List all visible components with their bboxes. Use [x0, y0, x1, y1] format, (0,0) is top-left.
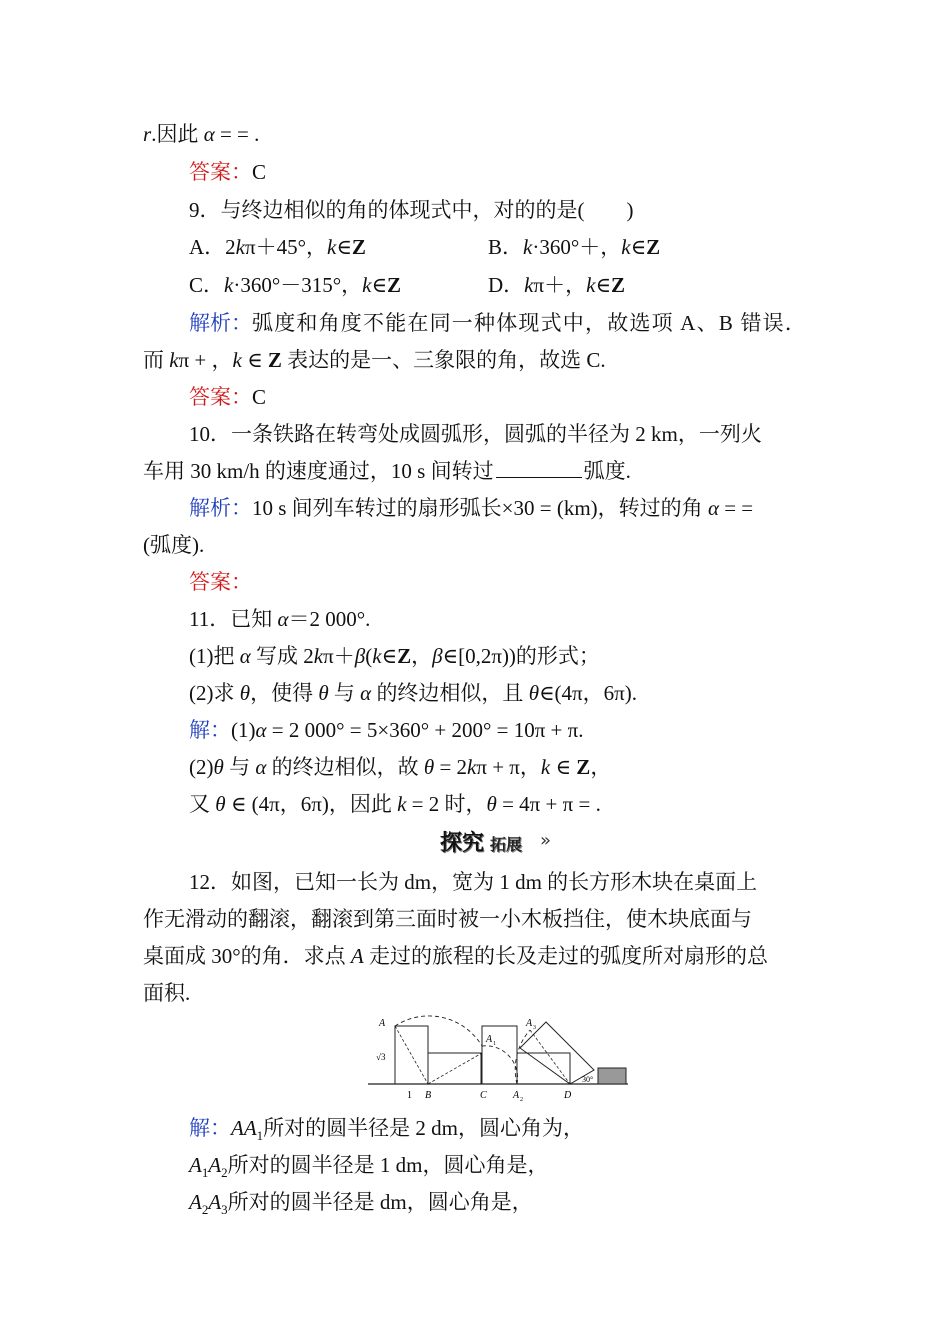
set-z: Z	[610, 273, 625, 297]
q9-option-d	[488, 271, 625, 299]
text: π + π，	[476, 755, 541, 779]
answer-value: C	[252, 160, 267, 184]
var-k: k	[235, 235, 245, 259]
text: ∈	[241, 348, 268, 372]
q11-part2	[189, 679, 637, 707]
text: ，使得	[250, 681, 319, 705]
q8-tail-line	[143, 120, 259, 148]
var-k: k	[327, 235, 337, 259]
answer-value: C	[252, 385, 267, 409]
var-alpha: α	[360, 681, 372, 705]
set-z: Z	[267, 348, 282, 372]
q9-analysis-line1	[189, 309, 807, 337]
var-k: k	[523, 235, 533, 259]
q9-analysis-line2	[143, 346, 606, 374]
opt-text: π＋，	[533, 273, 587, 297]
label-a2: A	[513, 1090, 520, 1101]
q8-text: .因此	[151, 122, 204, 146]
text: ∈	[550, 755, 577, 779]
text: π + ，	[178, 348, 233, 372]
subscript: 1	[201, 1165, 209, 1180]
var-k: k	[224, 273, 234, 297]
q11-solution-line2	[189, 753, 611, 781]
var-k: k	[313, 644, 324, 668]
banner-chevron-icon: »	[540, 830, 552, 851]
text: 与	[328, 681, 361, 705]
label-a2-sub: 2	[520, 1097, 523, 1103]
opt-text: A．2	[189, 235, 236, 259]
var-beta: β	[432, 644, 443, 668]
label-a: A	[379, 1018, 386, 1029]
text: ∈[0,2π))的形式；	[442, 644, 600, 668]
text: 桌面成 30°的角．求点	[143, 944, 351, 968]
opt-text: B．	[488, 235, 524, 259]
opt-text: D．	[488, 273, 525, 297]
var-alpha: α	[707, 496, 719, 520]
set-z: Z	[576, 755, 591, 779]
text: 10 s 间列车转过的扇形弧长×30 = (km)，转过的角	[252, 496, 708, 520]
var-k: k	[362, 273, 372, 297]
q10-analysis-line1	[189, 494, 753, 522]
text: ∈(4π，6π).	[539, 681, 638, 705]
opt-text: ∈	[630, 235, 647, 259]
text: 又	[189, 792, 216, 816]
label-a1-sub: 1	[493, 1041, 496, 1047]
text: 所对的圆半径是 dm，圆心角是，	[227, 1190, 533, 1214]
var-alpha: α	[277, 607, 289, 631]
text: 所对的圆半径是 1 dm，圆心角是，	[227, 1153, 549, 1177]
q11-stem	[189, 605, 370, 633]
q10-answer-line	[189, 568, 252, 596]
q9-answer-line	[189, 383, 266, 411]
text: = 2 时，	[406, 792, 487, 816]
var-k: k	[467, 755, 477, 779]
text: = =	[718, 496, 754, 520]
radius-line	[428, 1053, 482, 1084]
set-z: Z	[351, 235, 366, 259]
point-a: A	[350, 944, 364, 968]
opt-text: π＋45°，	[245, 235, 328, 259]
label-sqrt3: √3	[376, 1052, 386, 1062]
var-theta: θ	[215, 792, 226, 816]
set-z: Z	[397, 644, 412, 668]
text: 弧度.	[583, 459, 631, 483]
var-a: A	[189, 1190, 202, 1214]
q9-option-a	[189, 233, 366, 261]
q8-answer-line	[189, 158, 266, 186]
text: ∈ (4π，6π)，因此	[225, 792, 398, 816]
radius-line	[530, 1030, 570, 1084]
arc-aa1	[395, 1016, 482, 1046]
q12-stem-line1: 12．如图，已知一长为 dm，宽为 1 dm 的长方形木块在桌面上	[189, 870, 758, 894]
label-b: B	[425, 1090, 432, 1101]
text: 的终边相似，且	[371, 681, 529, 705]
var-beta: β	[354, 644, 366, 668]
label-one: 1	[407, 1090, 412, 1101]
q12-stem-line2: 作无滑动的翻滚，翻滚到第三面时被一小木板挡住，使木块底面与	[143, 907, 752, 931]
answer-blank	[496, 459, 582, 478]
var-theta: θ	[213, 755, 224, 779]
q11-solution-line1	[189, 716, 584, 744]
solution-label: 解：	[189, 1116, 231, 1140]
subscript: 2	[221, 1165, 228, 1180]
solution-label: 解：	[189, 718, 231, 742]
q9-stem: 9．与终边相似的角的体现式中，对的的是( )	[189, 198, 634, 222]
q11-part1	[189, 642, 600, 670]
q8-r: r	[143, 122, 152, 146]
label-a3-sub: 3	[533, 1025, 536, 1031]
var-aa: AA	[231, 1116, 257, 1140]
q10-stem-line1: 10．一条铁路在转弯处成圆弧形，圆弧的半径为 2 km，一列火	[189, 422, 762, 446]
radius-line	[395, 1026, 428, 1084]
subscript: 2	[201, 1202, 209, 1217]
q12-solution-line3	[189, 1188, 533, 1219]
label-c: C	[480, 1090, 487, 1101]
q8-alpha: α	[203, 122, 215, 146]
q12-stem-line3	[143, 942, 768, 970]
q12-solution-line2	[189, 1151, 549, 1182]
analysis-label: 解析：	[189, 496, 252, 520]
text: 车用 30 km/h 的速度通过，10 s 间转过	[143, 459, 494, 483]
stopper-board	[598, 1068, 626, 1084]
q11-solution-line3	[189, 790, 601, 818]
text: 表达的是一、三象限的角，故选 C.	[281, 348, 606, 372]
text: (	[365, 644, 373, 668]
var-theta: θ	[239, 681, 251, 705]
q9-option-b	[488, 233, 660, 261]
var-theta: θ	[423, 755, 435, 779]
q10-analysis-line2: (弧度).	[143, 533, 205, 557]
q12-solution-line1	[189, 1114, 584, 1145]
var-alpha: α	[255, 718, 267, 742]
var-alpha: α	[239, 644, 251, 668]
label-a3: A	[526, 1018, 533, 1029]
var-theta: θ	[486, 792, 497, 816]
text: 的终边相似，故	[266, 755, 424, 779]
q8-eq: = = .	[214, 122, 260, 146]
text: 所对的圆半径是 2 dm，圆心角为，	[263, 1116, 584, 1140]
var-k: k	[397, 792, 407, 816]
var-k: k	[372, 644, 382, 668]
answer-label: 答案：	[189, 570, 252, 594]
set-z: Z	[646, 235, 661, 259]
var-k: k	[524, 273, 534, 297]
text: 与	[223, 755, 256, 779]
q9-option-c	[189, 271, 401, 299]
opt-text: C．	[189, 273, 225, 297]
label-30-degree: 30°	[582, 1075, 594, 1084]
answer-label: 答案：	[189, 385, 252, 409]
opt-text: ∈	[595, 273, 611, 297]
block-position-4	[517, 1053, 570, 1084]
label-d: D	[564, 1090, 572, 1101]
var-k: k	[232, 348, 242, 372]
text: ，	[411, 644, 433, 668]
label-a1: A	[486, 1034, 493, 1045]
subscript: 1	[256, 1128, 264, 1143]
arc-a1a2	[482, 1046, 518, 1084]
q12-stem-line4: 面积.	[143, 981, 191, 1005]
text: 写成 2	[250, 644, 314, 668]
var-alpha: α	[255, 755, 267, 779]
text: (2)	[189, 755, 214, 779]
answer-label: 答案：	[189, 160, 252, 184]
var-theta: θ	[528, 681, 540, 705]
subscript: 3	[221, 1202, 228, 1217]
var-k: k	[540, 755, 551, 779]
opt-text: ∈	[336, 235, 352, 259]
text: (1)	[231, 718, 256, 742]
text: (1)把	[189, 644, 240, 668]
analysis-text: 弧度和角度不能在同一种体现式中，故选项 A、B 错误．	[252, 311, 808, 335]
text: = 2	[434, 755, 468, 779]
text: ＝2 000°.	[288, 607, 371, 631]
var-a: A	[208, 1153, 222, 1177]
set-z: Z	[387, 273, 402, 297]
text: 11．已知	[189, 607, 278, 631]
section-banner-explore-extend	[440, 824, 560, 858]
var-a: A	[208, 1190, 222, 1214]
var-k: k	[169, 348, 179, 372]
var-k: k	[586, 273, 596, 297]
var-theta: θ	[318, 681, 329, 705]
opt-text: ·360°＋，	[532, 235, 622, 259]
text: = 2 000° = 5×360° + 200° = 10π + π.	[266, 718, 584, 742]
var-a: A	[189, 1153, 202, 1177]
text: (2)求	[189, 681, 240, 705]
text: ，	[590, 755, 612, 779]
rolling-block-figure	[368, 1012, 630, 1104]
opt-text: ·360°－315°，	[233, 273, 363, 297]
analysis-label: 解析：	[189, 311, 252, 335]
banner-big-text: 探究	[440, 830, 485, 856]
q10-stem-line2	[143, 457, 631, 485]
var-k: k	[621, 235, 631, 259]
text: π＋	[323, 644, 355, 668]
banner-small-text: 拓展	[490, 835, 523, 854]
opt-text: ∈	[371, 273, 388, 297]
text: ∈	[381, 644, 398, 668]
text: 而	[143, 348, 170, 372]
text: 走过的旅程的长及走过的弧度所对扇形的总	[363, 944, 768, 968]
text: = 4π + π = .	[496, 792, 601, 816]
